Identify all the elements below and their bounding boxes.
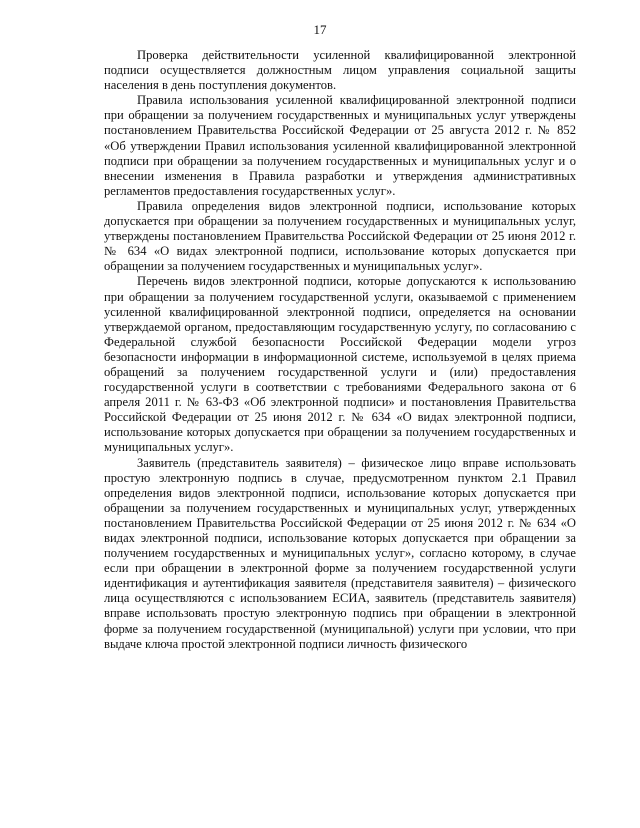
paragraph-signature-usage-rules: Правила использования усиленной квалифицированной электронной подписи при обращении за получением государственных и муниципальных услуг утверждены постановлением Правительства Российской Федерации от 25 августа 2012 г. № 852 «Об утверждении Правил использования усиленной квалифицированной электронной подписи при обращении за получением государственных и муниципальных услуг и о внесении изменения в Правила разработки и утверждения административных регламентов предоставления государственных услуг».	[104, 93, 576, 198]
page-number: 17	[313, 22, 327, 37]
paragraph-signature-types-list: Перечень видов электронной подписи, которые допускаются к использованию при обращении за получением государственной услуги, оказываемой с применением усиленной квалифицированной электронной подписи, определяется на основании утверждаемой органом, предоставляющим государственную услугу, по согласованию с Федеральной службой безопасности Российской Федерации модели угроз безопасности информации в информационной системе, используемой в целях приема обращений за получением государственной услуги и (или) предоставления государственной услуги в соответствии с требованиями Федерального закона от 6 апреля 2011 г. № 63-ФЗ «Об электронной подписи» и постановления Правительства Российской Федерации от 25 июня 2012 г. № 634 «О видах электронной подписи, использование которых допускается при обращении за получением государственных и муниципальных услуг».	[104, 274, 576, 455]
document-body	[104, 48, 576, 652]
paragraph-simple-signature: Заявитель (представитель заявителя) – физическое лицо вправе использовать простую электронную подпись в случае, предусмотренном пунктом 2.1 Правил определения видов электронной подписи, использование которых допускается при обращении за получением государственных и муниципальных услуг, утвержденных постановлением Правительства Российской Федерации от 25 июня 2012 г. № 634 «О видах электронной подписи, использование которых допускается при обращении за получением государственных и муниципальных услуг», согласно которому, в случае если при обращении в электронной форме за получением государственной услуги идентификация и аутентификация заявителя (представителя заявителя) – физического лица осуществляются с использованием ЕСИА, заявитель (представитель заявителя) вправе использовать простую электронную подпись при обращении в электронной форме за получением государственной (муниципальной) услуги при условии, что при выдаче ключа простой электронной подписи личность физического	[104, 455, 576, 651]
paragraph-signature-types-rules: Правила определения видов электронной подписи, использование которых допускается при обращении за получением государственных и муниципальных услуг, утверждены постановлением Правительства Российской Федерации от 25 июня 2012 г. № 634 «О видах электронной подписи, использование которых допускается при обращении за получением государственных и муниципальных услуг».	[104, 198, 576, 274]
paragraph-signature-verification: Проверка действительности усиленной квалифицированной электронной подписи осуществляется должностным лицом управления социальной защиты населения в день поступления документов.	[104, 48, 576, 93]
